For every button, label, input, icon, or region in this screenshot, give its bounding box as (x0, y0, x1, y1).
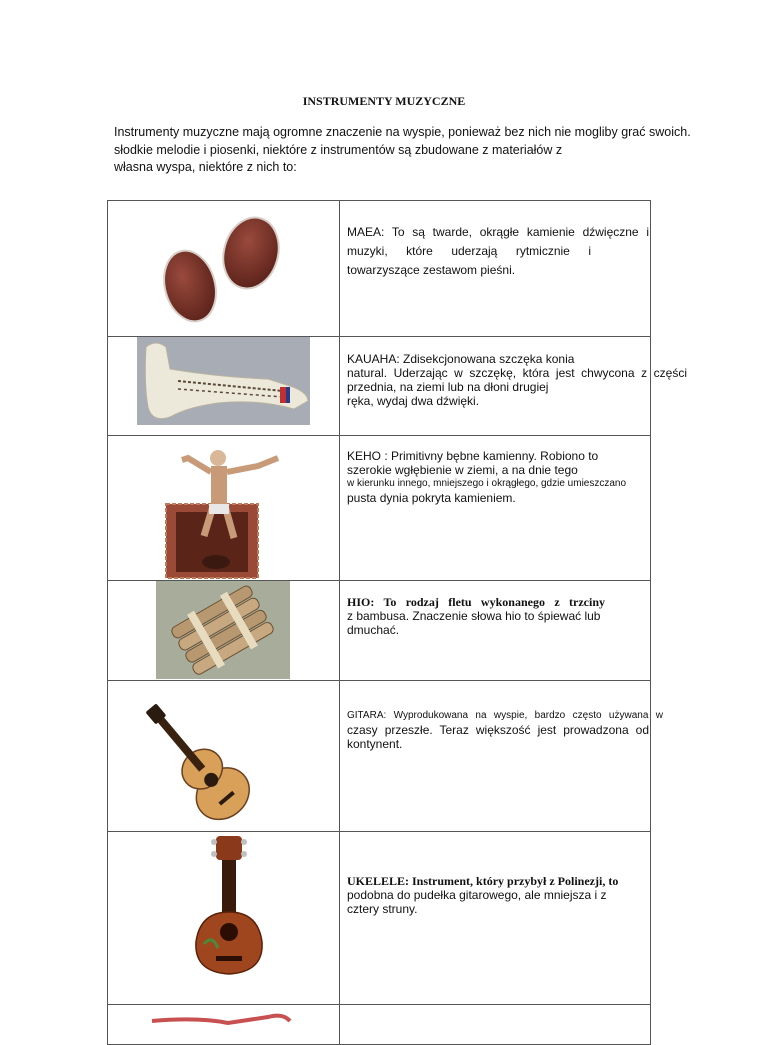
image-cell (108, 337, 340, 436)
instrument-image-icon (108, 1005, 339, 1045)
image-cell (108, 1005, 340, 1045)
description-line: muzyki, które uderzają rytmicznie i (347, 244, 591, 258)
description-line: z bambusa. Znaczenie słowa hio to śpiewać lub (347, 609, 601, 623)
description-line: KEHO : Primitivny bębne kamienny. Robiono to (347, 449, 599, 463)
image-cell (108, 832, 340, 1005)
description-line: czasy przeszłe. Teraz większość jest prowadzona od (347, 723, 649, 737)
description-line: natural. Uderzając w szczękę, która jest chwycona z części (347, 366, 687, 380)
intro-paragraph (114, 124, 694, 177)
text-cell (340, 201, 651, 337)
table-row (108, 201, 651, 337)
jawbone-icon (108, 337, 339, 436)
text-cell (340, 681, 663, 832)
image-cell (108, 436, 340, 581)
table-row (108, 337, 651, 436)
ukulele-icon (108, 832, 339, 1005)
text-cell (340, 337, 687, 436)
image-cell (108, 201, 340, 337)
bamboo-flute-icon (108, 581, 339, 681)
text-cell (340, 581, 651, 681)
description-line: szerokie wgłębienie w ziemi, a na dnie tego (347, 463, 578, 477)
description-line: MAEA: To są twarde, okrągłe kamienie dźwięczne i (347, 225, 649, 239)
description-line: przednia, na ziemi lub na dłoni drugiej (347, 380, 549, 394)
table-row (108, 832, 651, 1005)
description-line: towarzyszące zestawom pieśni. (347, 263, 516, 277)
table-row (108, 1005, 651, 1045)
image-cell (108, 681, 340, 832)
description-line: podobna do pudełka gitarowego, ale mniejsza i z (347, 888, 607, 902)
guitar-icon (108, 681, 339, 832)
table-row (108, 681, 651, 832)
image-cell (108, 581, 340, 681)
intro-line: słodkie melodie i piosenki, niektóre z instrumentów są zbudowane z materiałów z (114, 142, 563, 157)
description-line: w kierunku innego, mniejszego i okrągłego, gdzie umieszczano (347, 478, 627, 489)
description-line: GITARA: Wyprodukowana na wyspie, bardzo często używana w (347, 710, 663, 721)
text-cell (340, 832, 651, 1005)
table-row (108, 436, 651, 581)
intro-line: własna wyspa, niektóre z nich to: (114, 160, 297, 174)
text-cell (340, 1005, 651, 1045)
stone-drum-icon (108, 436, 339, 581)
text-cell (340, 436, 651, 581)
stones-icon (108, 201, 339, 337)
page-title: INSTRUMENTY MUZYCZNE (302, 94, 466, 108)
description-line: HIO: To rodzaj fletu wykonanego z trzciny (347, 595, 605, 609)
description-line: cztery struny. (347, 902, 418, 916)
instruments-table (107, 200, 687, 1045)
intro-line: Instrumenty muzyczne mają ogromne znaczenie na wyspie, ponieważ bez nich nie mogliby grać swoich. (114, 125, 691, 139)
description-line: kontynent. (347, 737, 403, 751)
description-line: pusta dynia pokryta kamieniem. (347, 491, 516, 505)
table-row (108, 581, 651, 681)
description-line: UKELELE: Instrument, który przybył z Polinezji, to (347, 874, 619, 888)
description-line: KAUAHA: Zdisekcjonowana szczęka konia (347, 352, 575, 366)
description-line: ręka, wydaj dwa dźwięki. (347, 394, 480, 408)
description-line: dmuchać. (347, 623, 400, 637)
